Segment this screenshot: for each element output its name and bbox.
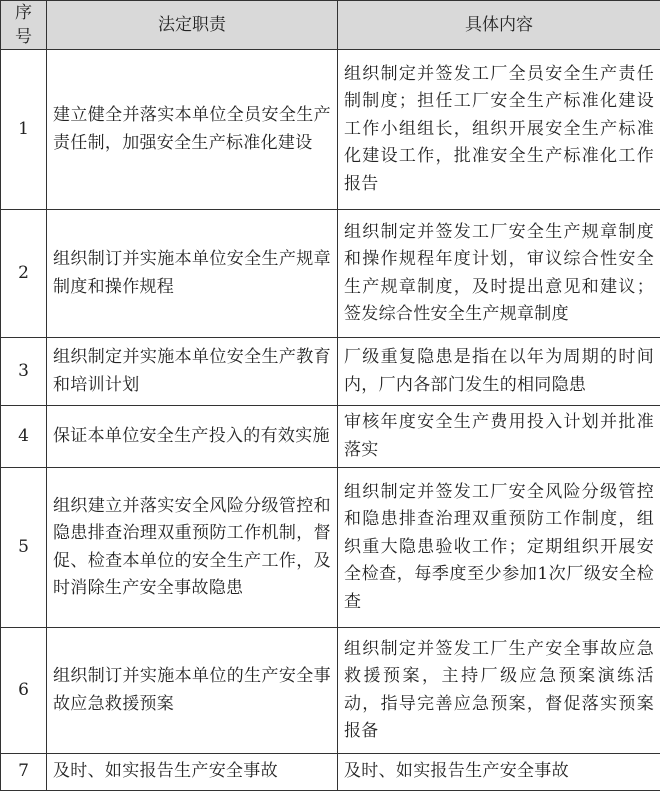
table-row — [1, 210, 660, 338]
row-content: 组织制定并签发工厂安全生产规章制度和操作规程年度计划，审议综合性安全生产规章制度，及时提出意见和建议；签发综合性安全生产规章制度 — [338, 210, 660, 338]
header-duty: 法定职责 — [47, 1, 338, 50]
row-duty: 保证本单位安全生产投入的有效实施 — [47, 406, 338, 468]
row-duty: 建立健全并落实本单位全员安全生产责任制，加强安全生产标准化建设 — [47, 50, 338, 210]
table-row — [1, 338, 660, 406]
header-content: 具体内容 — [338, 1, 660, 50]
row-content: 审核年度安全生产费用投入计划并批准落实 — [338, 406, 660, 468]
row-duty: 组织制订并实施本单位的生产安全事故应急救援预案 — [47, 628, 338, 754]
row-duty: 及时、如实报告生产安全事故 — [47, 754, 338, 791]
row-content: 及时、如实报告生产安全事故 — [338, 754, 660, 791]
row-seq: 1 — [1, 50, 47, 210]
table-row — [1, 50, 660, 210]
row-seq: 2 — [1, 210, 47, 338]
row-seq: 3 — [1, 338, 47, 406]
table-header-row — [1, 1, 660, 50]
table-row — [1, 406, 660, 468]
row-duty: 组织制定并实施本单位安全生产教育和培训计划 — [47, 338, 338, 406]
table-row — [1, 754, 660, 791]
table-row — [1, 468, 660, 628]
row-seq: 4 — [1, 406, 47, 468]
row-content: 组织制定并签发工厂安全风险分级管控和隐患排查治理双重预防工作制度，组织重大隐患验收工作；定期组织开展安全检查，每季度至少参加1次厂级安全检查 — [338, 468, 660, 628]
row-content: 厂级重复隐患是指在以年为周期的时间内，厂内各部门发生的相同隐患 — [338, 338, 660, 406]
row-content: 组织制定并签发工厂生产安全事故应急救援预案，主持厂级应急预案演练活动，指导完善应急预案，督促落实预案报备 — [338, 628, 660, 754]
row-seq: 7 — [1, 754, 47, 791]
row-duty: 组织建立并落实安全风险分级管控和隐患排查治理双重预防工作机制，督促、检查本单位的安全生产工作，及时消除生产安全事故隐患 — [47, 468, 338, 628]
row-content: 组织制定并签发工厂全员安全生产责任制制度；担任工厂安全生产标准化建设工作小组组长，组织开展安全生产标准化建设工作，批准安全生产标准化工作报告 — [338, 50, 660, 210]
row-seq: 5 — [1, 468, 47, 628]
table-row — [1, 628, 660, 754]
row-seq: 6 — [1, 628, 47, 754]
header-seq: 序号 — [1, 1, 47, 50]
row-duty: 组织制订并实施本单位安全生产规章制度和操作规程 — [47, 210, 338, 338]
